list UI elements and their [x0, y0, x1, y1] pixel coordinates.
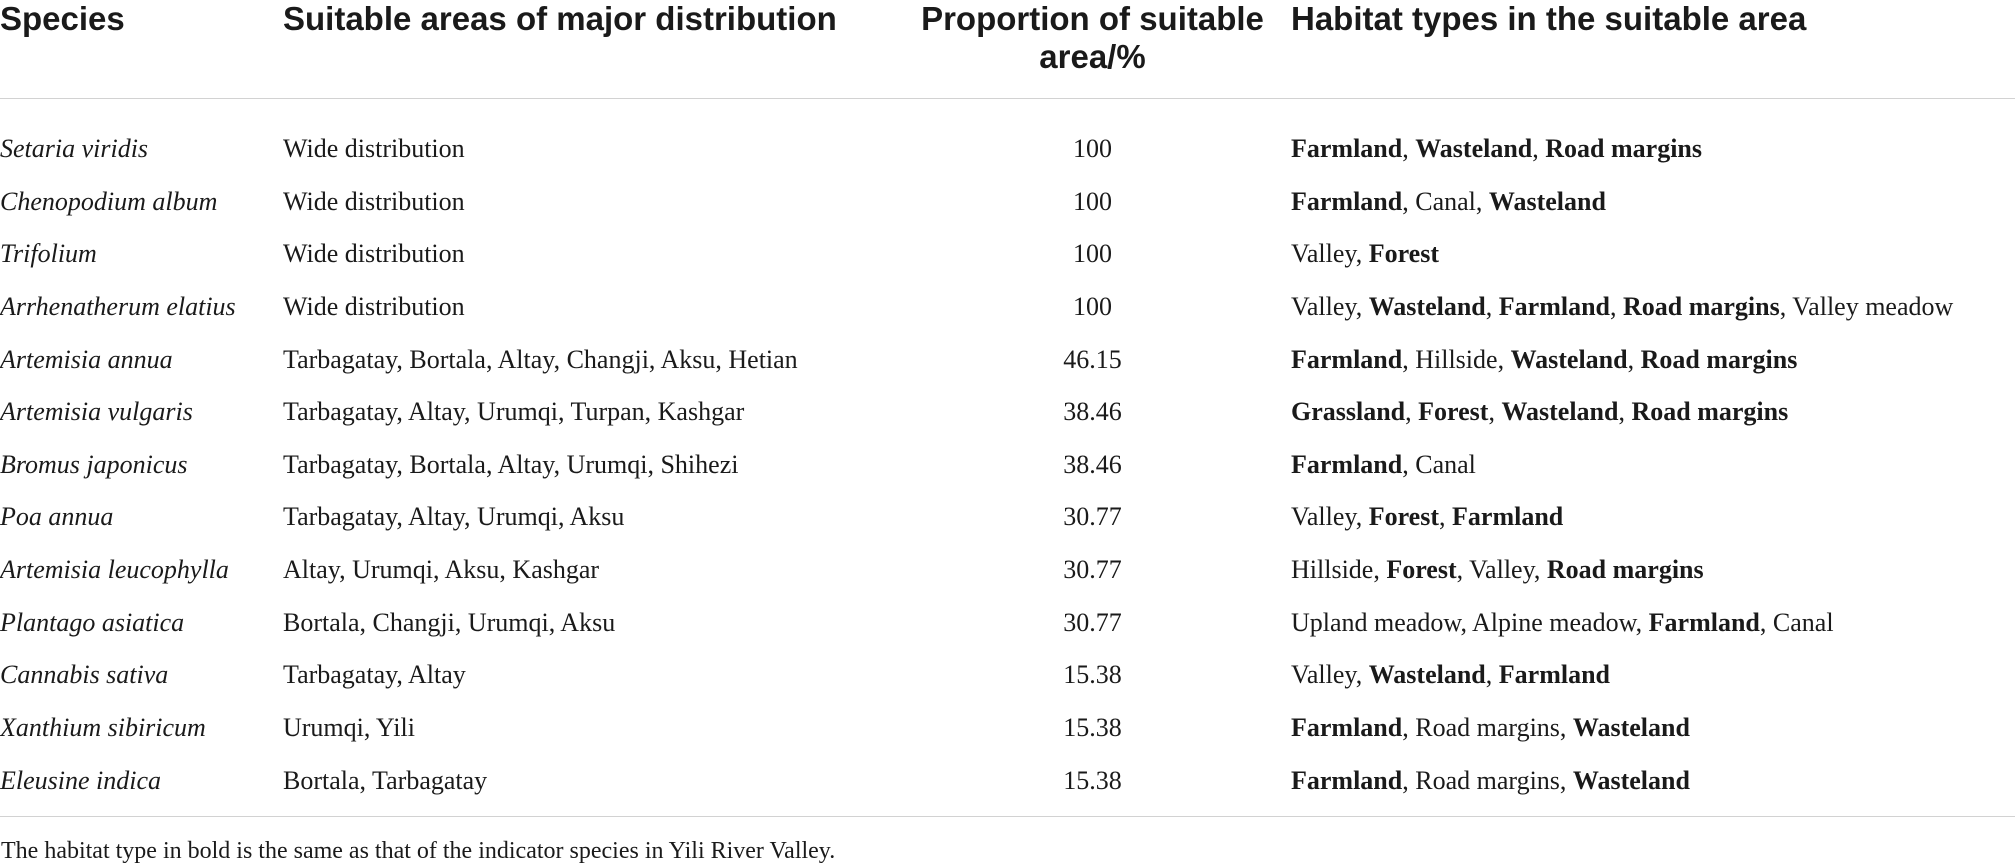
table-row	[0, 386, 2015, 439]
cell-species: Bromus japonicus	[0, 449, 188, 479]
habitat-separator: ,	[1618, 397, 1632, 427]
cell-suitable-areas: Tarbagatay, Altay, Urumqi, Turpan, Kashgar	[283, 397, 745, 427]
table-row	[0, 544, 2015, 597]
cell-suitable-areas: Wide distribution	[283, 186, 465, 216]
habitat-type: Forest	[1368, 239, 1440, 269]
cell-species: Artemisia leucophylla	[0, 554, 229, 584]
habitat-type: Farmland	[1291, 344, 1403, 374]
habitat-separator: ,	[1355, 291, 1369, 321]
cell-suitable-areas: Wide distribution	[283, 291, 465, 321]
cell-suitable-areas: Altay, Urumqi, Aksu, Kashgar	[283, 554, 600, 584]
habitat-type: Wasteland	[1488, 186, 1606, 216]
cell-proportion: 100	[1073, 291, 1112, 321]
habitat-type: Farmland	[1291, 134, 1403, 164]
cell-proportion: 46.15	[1063, 344, 1122, 374]
cell-proportion: 30.77	[1063, 554, 1122, 584]
cell-suitable-areas: Tarbagatay, Bortala, Altay, Changji, Aksu, Hetian	[283, 344, 798, 374]
habitat-type: Forest	[1368, 502, 1440, 532]
habitat-type: Road margins	[1415, 765, 1560, 795]
habitat-type: Farmland	[1498, 660, 1610, 690]
cell-proportion: 100	[1073, 134, 1112, 164]
habitat-type: Valley	[1291, 660, 1356, 690]
table-row	[0, 649, 2015, 702]
cell-species: Trifolium	[0, 239, 97, 269]
cell-species: Artemisia vulgaris	[0, 397, 193, 427]
cell-habitat-types	[1291, 596, 2015, 649]
header-row	[0, 0, 2015, 99]
habitat-type: Farmland	[1291, 449, 1403, 479]
habitat-type: Forest	[1386, 554, 1457, 584]
habitat-separator: ,	[1355, 239, 1369, 269]
habitat-type: Farmland	[1291, 765, 1403, 795]
habitat-type: Forest	[1418, 397, 1489, 427]
cell-species: Plantago asiatica	[0, 607, 185, 637]
cell-proportion: 100	[1073, 239, 1112, 269]
habitat-type: Valley	[1291, 239, 1356, 269]
header-habitat-types: Habitat types in the suitable area	[1291, 0, 2015, 99]
cell-proportion: 15.38	[1063, 765, 1122, 795]
habitat-separator: ,	[1610, 291, 1623, 321]
habitat-type: Hillside	[1415, 344, 1498, 374]
cell-suitable-areas: Bortala, Changji, Urumqi, Aksu	[283, 607, 616, 637]
cell-habitat-types	[1291, 701, 2015, 754]
habitat-separator: ,	[1532, 134, 1546, 164]
header-proportion: Proportion of suitable area/%	[900, 0, 1291, 99]
habitat-type: Hillside	[1291, 554, 1374, 584]
habitat-type: Canal	[1415, 449, 1476, 479]
cell-habitat-types	[1291, 491, 2015, 544]
habitat-separator: ,	[1402, 344, 1416, 374]
habitat-type: Wasteland	[1415, 134, 1533, 164]
habitat-type: Valley	[1291, 502, 1356, 532]
habitat-type: Road margins	[1415, 712, 1560, 742]
cell-suitable-areas: Bortala, Tarbagatay	[283, 765, 488, 795]
habitat-type: Farmland	[1498, 291, 1610, 321]
cell-proportion: 38.46	[1063, 397, 1122, 427]
header-species: Species	[0, 0, 283, 99]
cell-habitat-types	[1291, 544, 2015, 597]
cell-suitable-areas: Urumqi, Yili	[283, 712, 415, 742]
table-row	[0, 99, 2015, 176]
habitat-separator: ,	[1373, 554, 1387, 584]
cell-habitat-types	[1291, 228, 2015, 281]
habitat-type: Alpine meadow	[1472, 607, 1636, 637]
habitat-type: Canal	[1415, 186, 1476, 216]
cell-species: Eleusine indica	[0, 765, 162, 795]
cell-species: Arrhenatherum elatius	[0, 291, 236, 321]
table-footnote: The habitat type in bold is the same as that of the indicator species in Yili River Valley.	[0, 816, 2015, 866]
habitat-separator: ,	[1355, 502, 1369, 532]
habitat-separator: ,	[1635, 607, 1649, 637]
habitat-separator: ,	[1402, 765, 1416, 795]
table-row	[0, 333, 2015, 386]
habitat-separator: ,	[1402, 712, 1416, 742]
habitat-separator: ,	[1439, 502, 1453, 532]
habitat-type: Farmland	[1452, 502, 1564, 532]
habitat-type: Wasteland	[1572, 765, 1690, 795]
cell-habitat-types	[1291, 649, 2015, 702]
habitat-type: Wasteland	[1510, 344, 1628, 374]
table-row	[0, 438, 2015, 491]
cell-proportion: 30.77	[1063, 502, 1122, 532]
habitat-separator: ,	[1497, 344, 1511, 374]
cell-habitat-types	[1291, 386, 2015, 439]
habitat-separator: ,	[1759, 607, 1773, 637]
table-row	[0, 596, 2015, 649]
cell-species: Artemisia annua	[0, 344, 173, 374]
habitat-type: Valley	[1291, 291, 1356, 321]
footnote-row	[0, 816, 2015, 866]
habitat-separator: ,	[1485, 291, 1499, 321]
habitat-type: Farmland	[1291, 186, 1403, 216]
habitat-type: Road margins	[1623, 291, 1780, 321]
habitat-separator: ,	[1475, 186, 1489, 216]
cell-habitat-types	[1291, 754, 2015, 816]
header-suitable-areas: Suitable areas of major distribution	[283, 0, 900, 99]
cell-species: Setaria viridis	[0, 134, 149, 164]
table-row	[0, 701, 2015, 754]
habitat-type: Valley meadow	[1792, 291, 1954, 321]
habitat-type: Road margins	[1546, 554, 1704, 584]
habitat-type: Farmland	[1648, 607, 1760, 637]
cell-habitat-types	[1291, 176, 2015, 229]
cell-species: Xanthium sibiricum	[0, 712, 206, 742]
table-row	[0, 281, 2015, 334]
cell-species: Poa annua	[0, 502, 114, 532]
table-row	[0, 491, 2015, 544]
cell-proportion: 30.77	[1063, 607, 1122, 637]
table-row	[0, 228, 2015, 281]
habitat-separator: ,	[1402, 186, 1416, 216]
habitat-type: Wasteland	[1572, 712, 1690, 742]
habitat-type: Grassland	[1291, 397, 1406, 427]
cell-habitat-types	[1291, 333, 2015, 386]
habitat-separator: ,	[1488, 397, 1502, 427]
habitat-type: Road margins	[1545, 134, 1703, 164]
cell-proportion: 15.38	[1063, 660, 1122, 690]
cell-suitable-areas: Tarbagatay, Altay, Urumqi, Aksu	[283, 502, 625, 532]
cell-proportion: 100	[1073, 186, 1112, 216]
habitat-separator: ,	[1559, 765, 1573, 795]
habitat-separator: ,	[1485, 660, 1499, 690]
table-footer	[0, 816, 2015, 866]
habitat-type: Road margins	[1631, 397, 1789, 427]
habitat-separator: ,	[1559, 712, 1573, 742]
cell-habitat-types	[1291, 281, 2015, 334]
habitat-type: Upland meadow	[1291, 607, 1461, 637]
cell-suitable-areas: Wide distribution	[283, 239, 465, 269]
table-row	[0, 176, 2015, 229]
habitat-type: Wasteland	[1368, 660, 1486, 690]
habitat-separator: ,	[1405, 397, 1419, 427]
habitat-separator: ,	[1355, 660, 1369, 690]
habitat-separator: ,	[1779, 291, 1793, 321]
habitat-separator: ,	[1533, 554, 1547, 584]
habitat-separator: ,	[1402, 449, 1416, 479]
habitat-type: Wasteland	[1368, 291, 1486, 321]
cell-habitat-types	[1291, 438, 2015, 491]
cell-suitable-areas: Wide distribution	[283, 134, 465, 164]
habitat-separator: ,	[1627, 344, 1641, 374]
habitat-separator: ,	[1402, 134, 1416, 164]
table-header	[0, 0, 2015, 99]
cell-suitable-areas: Tarbagatay, Bortala, Altay, Urumqi, Shihezi	[283, 449, 739, 479]
habitat-type: Farmland	[1291, 712, 1403, 742]
habitat-type: Wasteland	[1501, 397, 1619, 427]
cell-species: Chenopodium album	[0, 186, 218, 216]
habitat-type: Road margins	[1640, 344, 1798, 374]
cell-proportion: 15.38	[1063, 712, 1122, 742]
habitat-separator: ,	[1456, 554, 1470, 584]
habitat-type: Canal	[1772, 607, 1834, 637]
habitat-separator: ,	[1460, 607, 1473, 637]
cell-proportion: 38.46	[1063, 449, 1122, 479]
cell-species: Cannabis sativa	[0, 660, 169, 690]
habitat-type: Valley	[1469, 554, 1534, 584]
table-row	[0, 754, 2015, 816]
table-body	[0, 99, 2015, 817]
cell-suitable-areas: Tarbagatay, Altay	[283, 660, 466, 690]
cell-habitat-types	[1291, 99, 2015, 176]
